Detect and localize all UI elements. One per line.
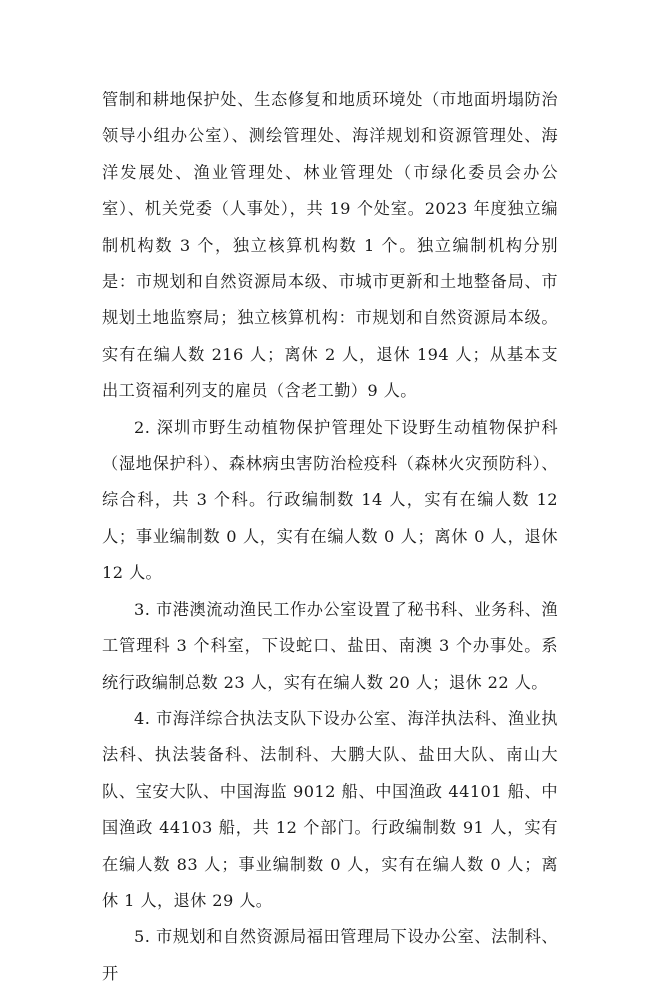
paragraph-item-4: 4. 市海洋综合执法支队下设办公室、海洋执法科、渔业执法科、执法装备科、法制科、大鹏大队、盐田大队、南山大队、宝安大队、中国海监 9012 船、中国渔政 44101 船、中国渔政 44103 船，共 12 个部门。行政编制数 91 人，实有在编人数 83 人；事业编制数 0 人，实有在编人数 0 人；离休 1 人，退休 29 人。 bbox=[102, 708, 558, 910]
paragraph-continued: 管制和耕地保护处、生态修复和地质环境处（市地面坍塌防治领导小组办公室）、测绘管理处、海洋规划和资源管理处、海洋发展处、渔业管理处、林业管理处（市绿化委员会办公室）、机关党委（人事处），共 19 个处室。2023 年度独立编制机构数 3 个，独立核算机构数 1 个。独立编制机构分别是：市规划和自然资源局本级、市城市更新和土地整备局、市规划土地监察局；独立核算机构：市规划和自然资源局本级。实有在编人数 216 人；离休 2 人，退休 194 人；从基本支出工资福利列支的雇员（含老工勤）9 人。 bbox=[102, 90, 558, 401]
paragraph-item-3: 3. 市港澳流动渔民工作办公室设置了秘书科、业务科、渔工管理科 3 个科室，下设蛇口、盐田、南澳 3 个办事处。系统行政编制总数 23 人，实有在编人数 20 人；退休 22 人。 bbox=[102, 599, 558, 692]
paragraph-item-5: 5. 市规划和自然资源局福田管理局下设办公室、法制科、开 bbox=[102, 927, 558, 983]
paragraph-item-2: 2. 深圳市野生动植物保护管理处下设野生动植物保护科（湿地保护科）、森林病虫害防治检疫科（森林火灾预防科）、综合科，共 3 个科。行政编制数 14 人，实有在编人数 12 人；事业编制数 0 人，实有在编人数 0 人；离休 0 人，退休 12 人。 bbox=[102, 417, 558, 583]
document-body bbox=[102, 82, 558, 992]
